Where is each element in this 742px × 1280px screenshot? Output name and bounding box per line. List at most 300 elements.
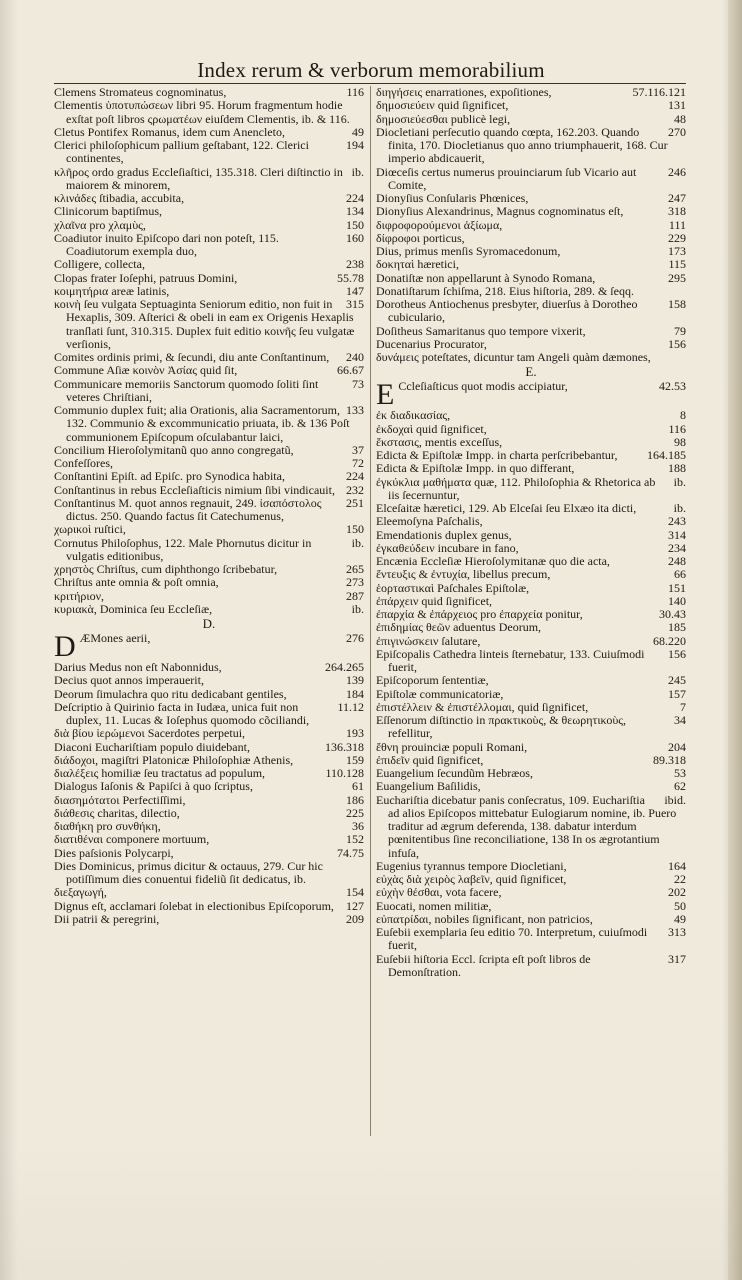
page-reference: 158 [668,297,686,311]
index-entry [376,873,686,886]
entry-text: Clementis ὑποτυπώσεων libri 95. Horum fragmentum hodie exſtat poſt libros ςρωματέων eiuſdem Clementis, ib. & 116. [54,98,350,126]
entry-text: χλαῖνα pro χλαμὺς, [54,217,146,232]
page-reference: 154 [346,885,364,900]
entry-text: Dionyſius Alexandrinus, Magnus cognominatus eſt, [376,204,624,219]
page-reference: 276 [346,631,364,645]
page-reference: 270 [668,124,686,139]
index-entry [54,780,364,793]
entry-text: ἔκστασις, mentis exceſſus, [376,434,503,449]
index-entry [376,192,686,205]
entry-text: διεξαγωγή, [54,885,107,900]
page-reference: 152 [346,832,364,847]
entry-text: Commune Aſiæ κοινὸν Ἀσίας quid ſit, [54,363,238,378]
index-entry [54,688,364,701]
entry-text: ἐπιστέλλειν & ἐπιστέλλομαι, quid ſignificet, [376,699,589,714]
page-reference: 89.318 [653,752,686,767]
page-reference: 224 [346,191,364,205]
index-entry [54,741,364,754]
index-entry [54,674,364,687]
index-entry [376,258,686,271]
page-reference: 202 [668,885,686,900]
index-entry [376,378,686,412]
index-entry [54,166,364,193]
page-reference: 151 [668,580,686,595]
page-reference: 131 [668,98,686,113]
index-entry [54,727,364,740]
drop-cap: E [376,378,395,412]
entry-text: Confeſſores, [54,456,113,470]
entry-text: Eugenius tyrannus tempore Diocletiani, [376,858,567,873]
index-entry [54,351,364,364]
index-entry [54,192,364,205]
page-reference: 184 [346,686,364,701]
index-entry [54,86,364,99]
header-rule [54,83,686,84]
entry-text: Elceſaitæ hæretici, 129. Ab Elceſai ſeu Elxæo ita dicti, [376,501,637,515]
page-reference: ibid. [664,792,686,807]
page-reference: 147 [346,283,364,298]
page-reference: 229 [668,230,686,245]
index-entry [376,462,686,475]
page-reference: ib. [351,164,364,179]
left-column [54,86,364,1280]
entry-text: Decius quot annos imperauerit, [54,673,204,688]
page-reference: 116 [346,85,364,99]
index-entry [376,688,686,701]
index-entry [54,563,364,576]
page-reference: 204 [668,739,686,754]
page-reference: 246 [668,164,686,179]
entry-text: ἑορταστικαὶ Paſchales Epiſtolæ, [376,580,530,595]
index-entry [376,953,686,980]
entry-text: ἐγκαθεύδειν incubare in fano, [376,540,519,555]
index-entry [54,860,364,887]
entry-text: διατιθέναι componere mortuum, [54,832,210,847]
entry-text: Concilium Hieroſolymitanũ quo anno congregatũ, [54,442,294,457]
index-entry [376,245,686,258]
index-entry [376,476,686,503]
page-reference: 30.43 [659,607,686,621]
page-reference: 238 [346,257,364,272]
index-entry [376,126,686,166]
entry-text: δημοσιεύειν quid ſignificet, [376,98,509,113]
page-header: Index rerum & verborum memorabilium [197,58,545,82]
page-reference: 55.78 [337,270,364,285]
page-reference: 73 [352,376,364,391]
page-reference: 57.116.121 [632,85,686,99]
page-reference: 185 [668,620,686,635]
page-reference: 116 [668,421,686,436]
entry-text: κριτήριον, [54,588,105,603]
page-reference: 317 [668,951,686,966]
page-reference: 140 [668,593,686,608]
index-entry [54,364,364,377]
entry-text: Communio duplex fuit; alia Orationis, alia Sacramentorum, 132. Communio & excommunicatio priuata, ib. & 136 Poſt communionem Epiſcopum oſculabantur laici, [54,403,350,444]
entry-text: Euſebii hiſtoria Eccl. ſcripta eſt poſt libros de Demonſtration. [376,951,591,979]
index-entry [376,926,686,953]
index-entry [376,325,686,338]
index-entry [54,470,364,483]
index-entry [376,648,686,675]
index-entry [376,767,686,780]
page-reference: 136.318 [325,739,364,754]
entry-text: διάθεσις charitas, dilectio, [54,805,180,820]
index-entry [376,436,686,449]
entry-text: Cornutus Philoſophus, 122. Male Phornutus dicitur in vulgatis editionibus, [54,535,312,563]
index-entry [376,338,686,351]
index-entry [376,285,686,298]
entry-text: Dius, primus menſis Syromacedonum, [376,244,561,258]
entry-text: δημοσιεύεσθαι publicè legi, [376,111,511,126]
entry-text: κυριακὰ, Dominica ſeu Eccleſiæ, [54,601,213,616]
index-entry [54,285,364,298]
entry-text: Conſtantini Epiſt. ad Epiſc. pro Synodica habita, [54,469,285,484]
page-reference: 318 [668,204,686,219]
page-reference: 225 [346,805,364,820]
page-reference: 49 [352,124,364,139]
index-entry [376,860,686,873]
index-entry [54,590,364,603]
page-reference: 98 [674,434,686,449]
page-reference: 188 [668,461,686,476]
entry-text: Edicta & Epiſtolæ Impp. in quo differant, [376,461,575,476]
entry-text: Dii patrii & peregrini, [54,911,160,926]
index-entry [376,900,686,913]
page-reference: 36 [352,819,364,833]
page-reference: 264.265 [325,660,364,674]
page-reference: 68.220 [653,633,686,648]
entry-text: Clinicorum baptiſmus, [54,204,162,219]
page-reference: 248 [668,554,686,568]
drop-cap: D [54,630,76,663]
page-reference: 160 [346,230,364,245]
index-entry [376,351,686,364]
entry-text: χρηστὸς Chriſtus, cum diphthongo ſcribebatur, [54,562,278,576]
entry-text: Eleemoſyna Paſchalis, [376,514,483,529]
page-reference: 315 [346,297,364,311]
entry-text: Comites ordinis primi, & ſecundi, diu ante Conſtantinum, [54,350,330,364]
entry-text: εὐπατρίδαι, nobiles ſignificant, non patricios, [376,911,593,926]
entry-text: ἐπιγινώσκειν ſalutare, [376,633,481,648]
index-entry [54,661,364,674]
index-entry [376,714,686,741]
entry-text: ἐκ διαδικασίας, [376,408,451,423]
entry-text: Euangelium ſecundũm Hebræos, [376,766,533,780]
page-edge [728,0,742,1280]
entry-text: Diocletiani perſecutio quando cœpta, 162.203. Quando finita, 170. Diocletianus quo anno triumphauerit, 168. Cur imperio abdicauerit, [376,124,668,166]
index-entry [376,754,686,767]
page-reference: 150 [346,522,364,537]
page-reference: 164 [668,858,686,873]
entry-text: εὐχὴν θέσθαι, vota facere, [376,885,502,900]
entry-text: διὰ βίου ἱερώμενοι Sacerdotes perpetui, [54,726,246,741]
entry-text: δοκηταὶ hæretici, [376,257,459,272]
entry-text: Encænia Eccleſiæ Hieroſolymitanæ quo die acta, [376,554,610,568]
index-entry [54,99,364,126]
lower-margin [0,1140,742,1280]
entry-text: Colligere, collecta, [54,257,145,272]
index-entry [54,258,364,271]
index-entry [54,701,364,728]
page-reference: 127 [346,898,364,913]
entry-text: Ccleſiaſticus quot modis accipiatur, [398,379,568,394]
entry-text: Epiſtolæ communicatoriæ, [376,686,504,701]
page-reference: 240 [346,350,364,364]
index-entry [54,298,364,351]
index-entry [54,404,364,444]
index-entry [54,794,364,807]
entry-text: Dies paſsionis Polycarpi, [54,845,174,860]
page-reference: 194 [346,138,364,152]
page-reference: 49 [674,911,686,926]
entry-text: Doſitheus Samaritanus quo tempore vixerit, [376,323,586,338]
index-entry [376,741,686,754]
page-reference: 66.67 [337,363,364,378]
entry-text: Dorotheus Antiochenus presbyter, diuerſus à Dorotheo cubiculario, [376,297,638,325]
page-reference: ib. [351,535,364,550]
entry-text: Epiſcoporum ſententiæ, [376,673,489,688]
page-reference: 42.53 [659,379,686,394]
page-reference: 156 [668,336,686,351]
index-entry [54,126,364,139]
page-reference: 53 [674,766,686,780]
index-entry [54,139,364,166]
entry-text: διηγήσεις enarrationes, expoſitiones, [376,85,552,99]
entry-text: διάδοχοι, magiſtri Platonicæ Philoſophiæ Athenis, [54,752,294,767]
entry-text: Conſtantinus M. quot annos regnauit, 249. ἰσαπόστολος dictus. 250. Quando factus ſit Catechumenus, [54,495,322,523]
index-entry [376,166,686,193]
section-letter: E. [525,364,537,380]
page-reference: 164.185 [647,448,686,462]
index-entry [376,913,686,926]
page-reference: 243 [668,514,686,529]
index-entry [54,603,364,616]
index-entry [54,272,364,285]
index-entry [376,794,686,860]
index-entry [376,272,686,285]
index-entry [376,232,686,245]
entry-text: Clerici philoſophicum pallium geſtabant, 122. Clerici continentes, [54,138,309,166]
page-reference: 37 [352,442,364,457]
page-reference: 79 [674,323,686,338]
index-entry [376,502,686,515]
page-reference: ib. [673,474,686,489]
page-reference: 111 [668,217,686,232]
entry-text: Edicta & Epiſtolæ Impp. in charta perſcribebantur, [376,448,618,462]
entry-text: Emendationis duplex genus, [376,527,512,542]
index-entry [54,484,364,497]
index-entry [376,674,686,687]
page-reference: 48 [674,111,686,126]
page-reference: 50 [674,898,686,913]
page-reference: 209 [346,911,364,926]
entry-text: κοινὴ ſeu vulgata Septuaginta Seniorum editio, non fuit in Hexaplis, 309. Aſterici & obeli in eam ex Origenis Hexaplis tranſlati ſunt, 310.315. Duplex fuit editio κοινῆς ſeu vulgatæ verſionis, [54,297,355,351]
index-entry [54,378,364,405]
entry-text: διαλέξεις homiliæ ſeu tractatus ad populum, [54,766,266,780]
page-reference: 156 [668,646,686,661]
index-entry [376,409,686,422]
page-reference: 11.12 [337,699,364,714]
index-entry [376,555,686,568]
entry-text: κλῆρος ordo gradus Eccleſiaſtici, 135.318. Cleri diſtinctio in maiorem & minorem, [54,164,343,192]
entry-text: Darius Medus non eſt Nabonnidus, [54,660,222,674]
index-entry [376,635,686,648]
entry-text: Donatiſtarum ſchiſma, 218. Eius hiſtoria, 289. & ſeqq. [376,283,634,298]
index-entry [376,568,686,581]
entry-text: ἐκδοχαὶ quid ſignificet, [376,421,487,436]
page-reference: 173 [668,244,686,258]
index-entry [54,807,364,820]
page-reference: 186 [346,792,364,807]
page-reference: 61 [352,779,364,794]
entry-text: Clemens Stromateus cognominatus, [54,85,227,99]
entry-text: ἐγκύκλια μαθήματα quæ, 112. Philoſophia & Rhetorica ab iis ſecernuntur, [376,474,656,502]
page-reference: 251 [346,495,364,510]
index-entry [54,232,364,259]
entry-text: διφροφορούμενοι ἀξίωμα, [376,217,503,232]
page-reference: 273 [346,575,364,590]
entry-text: Euchariſtia dicebatur panis conſecratus, 109. Euchariſtia ad alios Epiſcopos mittebatur Eulogiarum nomine, ib. Puero traditur ad ægrum deferenda, 138. dabatur interdum pœnitentibus ſine reconciliatione, 138 In os ægrotantium infuſa, [376,792,677,860]
entry-text: ἔντευξις & ἐντυχία, libellus precum, [376,567,551,582]
entry-text: Deorum ſimulachra quo ritu dedicabant gentiles, [54,686,287,701]
index-entry [54,497,364,524]
index-entry [376,701,686,714]
entry-text: Coadiutor inuito Epiſcopo dari non poteſt, 115. Coadiutorum exempla duo, [54,230,279,258]
index-entry [376,515,686,528]
entry-text: Donatiſtæ non appellarunt à Synodo Romana, [376,270,596,285]
index-entry [376,582,686,595]
entry-text: ἐπαρχία & ἐπάρχειος pro ἐπαρχεία ponitur, [376,607,583,621]
page-reference: 247 [668,191,686,205]
entry-text: δυνάμεις poteſtates, dicuntur tam Angeli quàm dæmones, [376,350,651,364]
entry-text: διασημότατοι Perfectiſſimi, [54,792,186,807]
entry-text: Deſcriptio à Quirinio facta in Iudæa, unica fuit non duplex, 11. Lucas & Ioſephus quomodo cõciliandi, [54,699,310,727]
page-reference: 66 [674,567,686,582]
index-entry [54,847,364,860]
entry-text: χωρικοὶ ruſtici, [54,522,126,537]
index-entry [376,298,686,325]
entry-text: Eſſenorum diſtinctio in πρακτικοὺς, & θεωρητικοὺς, refellitur, [376,713,627,741]
page-reference: 314 [668,527,686,542]
page-reference: 287 [346,588,364,603]
entry-text: ἔθνη prouinciæ populi Romani, [376,739,528,754]
index-entry [376,595,686,608]
index-entry [54,833,364,846]
index-entry [376,449,686,462]
page-reference: 150 [346,217,364,232]
page-reference: 295 [668,270,686,285]
page-reference: 232 [346,482,364,497]
index-entry [54,576,364,589]
index-entry [54,219,364,232]
index-entry [376,529,686,542]
index-entry [54,754,364,767]
entry-text: Dionyſius Conſularis Phœnices, [376,191,529,205]
page-reference: 134 [346,204,364,219]
page-reference: 193 [346,726,364,741]
entry-text: κλινάδες ſtibadia, accubita, [54,191,185,205]
page-reference: 265 [346,562,364,576]
entry-text: ἐπιδεῖν quid ſignificet, [376,752,484,767]
index-entry [54,900,364,913]
page-reference: 159 [346,752,364,767]
entry-text: Euangelium Baſilidis, [376,779,481,794]
entry-text: κοιμητήρια areæ latinis, [54,283,170,298]
page-reference: ib. [351,601,364,616]
entry-text: Dies Dominicus, primus dicitur & octauus, 279. Cur hic potiſſimum dies conuentui fideliũ ſit dedicatus, ib. [54,858,323,886]
entry-text: Cletus Pontifex Romanus, idem cum Anencleto, [54,124,285,139]
entry-text: Diaconi Euchariſtiam populo diuidebant, [54,739,250,754]
entry-text: Chriſtus ante omnia & poſt omnia, [54,575,219,590]
page-reference: 313 [668,925,686,939]
page-reference: 74.75 [337,845,364,860]
index-entry [376,780,686,793]
index-entry [54,205,364,218]
right-column [376,86,686,1280]
index-entry [376,86,686,99]
entry-text: Dialogus Iaſonis & Papiſci à quo ſcriptus, [54,779,253,794]
entry-text: ÆMones aerii, [79,631,151,645]
index-entry [376,621,686,634]
page-reference: 7 [680,699,686,714]
index-entry [376,423,686,436]
page-reference: 139 [346,673,364,688]
index-entry [376,219,686,232]
page-reference: 62 [674,779,686,794]
entry-text: δίφροφοι porticus, [376,230,465,245]
page-reference: 22 [674,872,686,886]
entry-text: ἐπάρχειν quid ſignificet, [376,593,493,608]
page-reference: 115 [668,257,686,272]
entry-text: Dignus eſt, acclamari ſolebat in electionibus Epiſcoporum, [54,898,334,913]
page-reference: ib. [673,501,686,515]
entry-text: διαθήκη pro συνθήκη, [54,819,161,833]
page-reference: 133 [346,403,364,417]
entry-text: Epiſcopalis Cathedra linteis ſternebatur, 133. Cuiuſmodi fuerit, [376,646,645,674]
entry-text: Euocati, nomen militiæ, [376,898,492,913]
index-entry [54,523,364,536]
entry-text: ἐπιδημίας θεῶν aduentus Deorum, [376,620,542,635]
index-entry [54,457,364,470]
index-entry [54,913,364,926]
page-reference: 34 [674,713,686,727]
index-entry [54,537,364,564]
index-entry [54,767,364,780]
index-entry [54,820,364,833]
page-reference: 224 [346,469,364,484]
index-entry [54,444,364,457]
page-reference: 8 [680,408,686,423]
entry-text: Clopas frater Ioſephi, patruus Domini, [54,270,238,285]
index-entry [376,542,686,555]
entry-text: Conſtantinus in rebus Eccleſiaſticis nimium ſibi vindicauit, [54,482,335,497]
entry-text: Ducenarius Procurator, [376,336,487,351]
page-reference: 245 [668,673,686,688]
entry-text: Euſebii exemplaria ſeu editio 70. Interpretum, cuiuſmodi fuerit, [376,925,648,953]
entry-text: εὐχὰς διὰ χειρὸς λαβεῖν, quid ſignificet, [376,872,567,886]
index-entry [376,113,686,126]
page-reference: 72 [352,456,364,470]
index-entry [376,99,686,112]
page-reference: 234 [668,540,686,555]
page-reference: 157 [668,686,686,701]
entry-text: Communicare memoriis Sanctorum quomodo ſoliti ſint veteres Chriſtiani, [54,376,319,404]
entry-text: Diœceſis certus numerus prouinciarum ſub Vicario aut Comite, [376,164,637,192]
index-entry [54,632,364,661]
section-letter: D. [202,616,216,631]
column-divider [370,86,371,1136]
index-entry [376,608,686,621]
